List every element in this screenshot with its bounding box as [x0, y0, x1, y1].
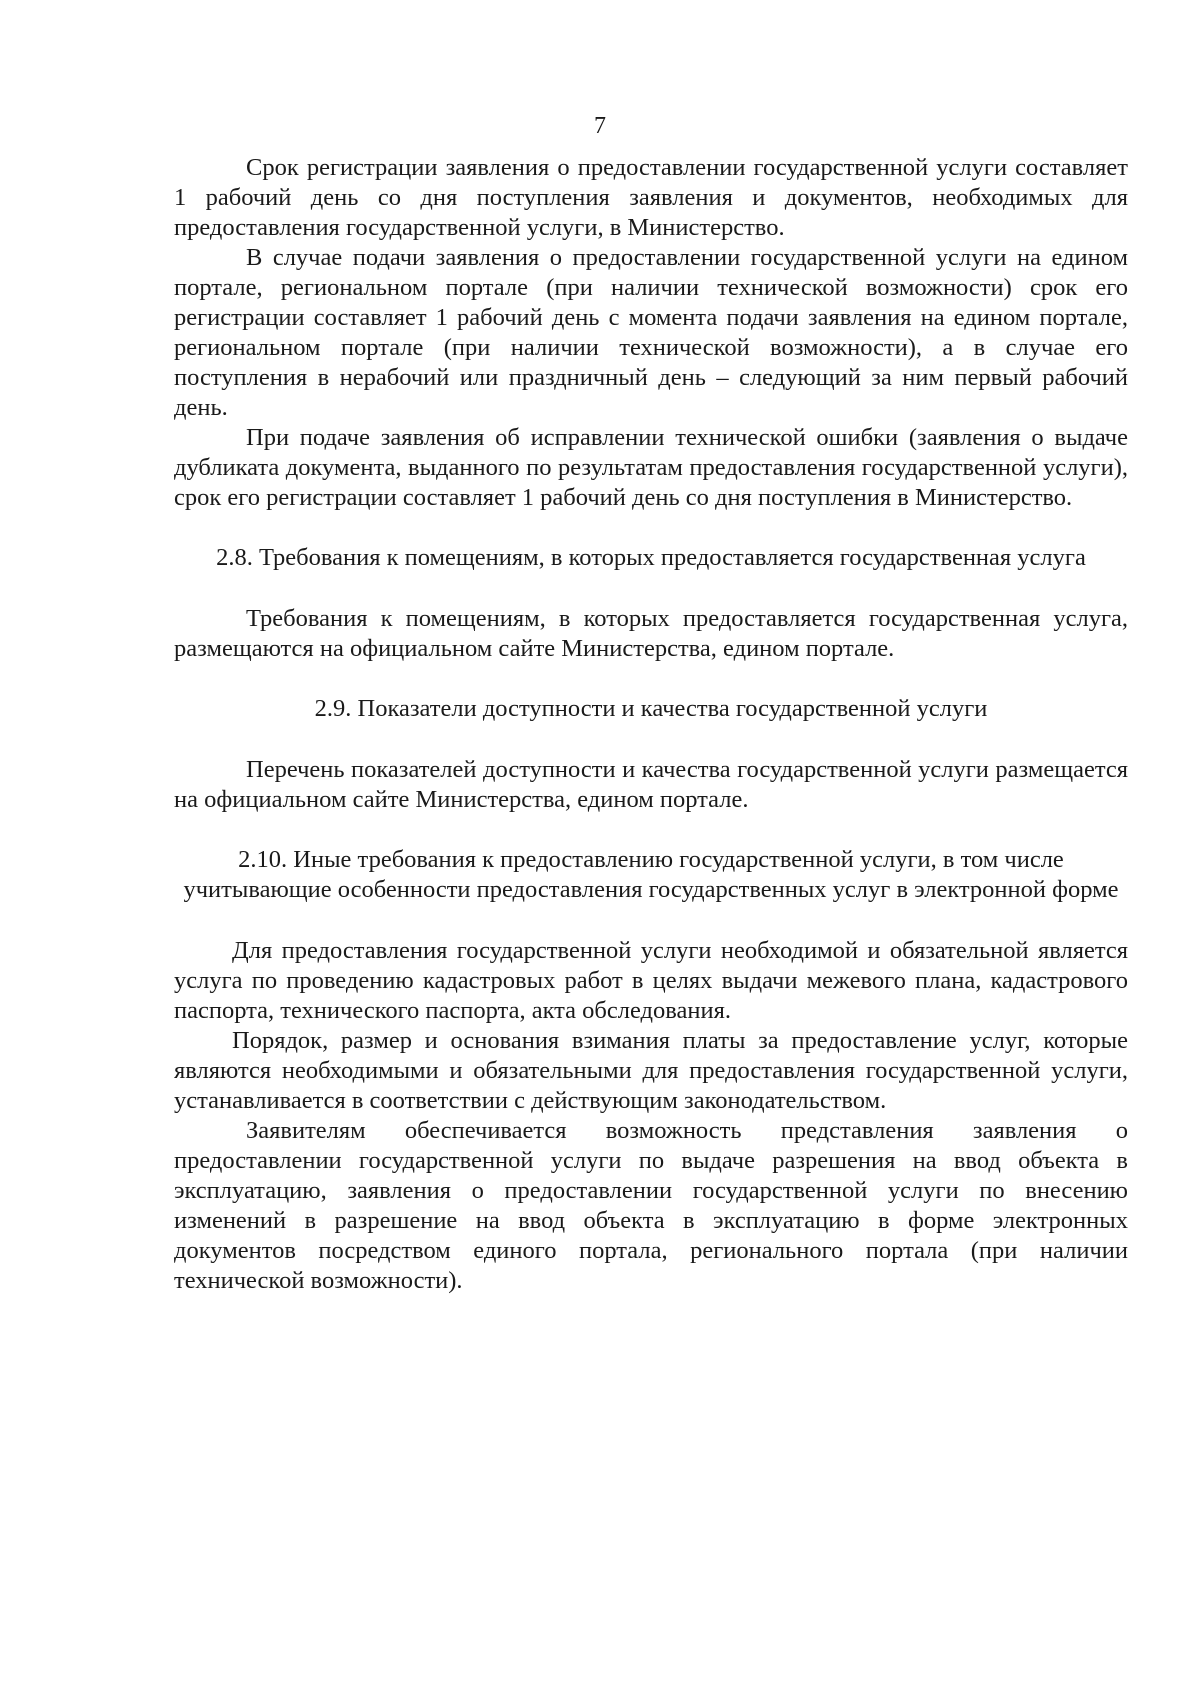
- section-heading-2-10: 2.10. Иные требования к предоставлению государственной услуги, в том числе учитывающие особенности предоставления государственных услуг в электронной форме: [183, 846, 1119, 903]
- paragraph-portal-registration: В случае подачи заявления о предоставлении государственной услуги на едином портале, региональном портале (при наличии технической возможности) срок его регистрации составляет 1 рабочий день с момента подачи заявления на едином портале, региональном портале (при наличии технической возможности), а в случае его поступления в нерабочий или праздничный день – следующий за ним первый рабочий день.: [174, 244, 1128, 421]
- paragraph-premises-requirements: Требования к помещениям, в которых предоставляется государственная услуга, размещаются на официальном сайте Министерства, едином портале.: [174, 605, 1128, 662]
- paragraph-cadastral-services: Для предоставления государственной услуги необходимой и обязательной является услуга по проведению кадастровых работ в целях выдачи межевого плана, кадастрового паспорта, технического паспорта, акта обследования.: [174, 937, 1128, 1024]
- paragraph-registration-term: Срок регистрации заявления о предоставлении государственной услуги составляет 1 рабочий день со дня поступления заявления и документов, необходимых для предоставления государственной услуги, в Министерство.: [174, 154, 1128, 241]
- paragraph-error-correction: При подаче заявления об исправлении технической ошибки (заявления о выдаче дубликата документа, выданного по результатам предоставления государственной услуги), срок его регистрации составляет 1 рабочий день со дня поступления в Министерство.: [174, 424, 1128, 511]
- page-number: 7: [594, 113, 606, 139]
- section-heading-2-8: 2.8. Требования к помещениям, в которых предоставляется государственная услуга: [216, 544, 1086, 571]
- paragraph-quality-indicators: Перечень показателей доступности и качества государственной услуги размещается на официальном сайте Министерства, едином портале.: [174, 756, 1128, 813]
- paragraph-payment-procedure: Порядок, размер и основания взимания платы за предоставление услуг, которые являются необходимыми и обязательными для предоставления государственной услуги, устанавливается в соответствии с действующим законодательством.: [174, 1027, 1128, 1114]
- document-body: [174, 153, 1128, 1296]
- section-heading-2-9: 2.9. Показатели доступности и качества государственной услуги: [314, 695, 988, 722]
- paragraph-electronic-submission: Заявителям обеспечивается возможность представления заявления о предоставлении государственной услуги по выдаче разрешения на ввод объекта в эксплуатацию, заявления о предоставлении государственной услуги по внесению изменений в разрешение на ввод объекта в эксплуатацию в форме электронных документов посредством единого портала, регионального портала (при наличии технической возможности).: [174, 1117, 1128, 1294]
